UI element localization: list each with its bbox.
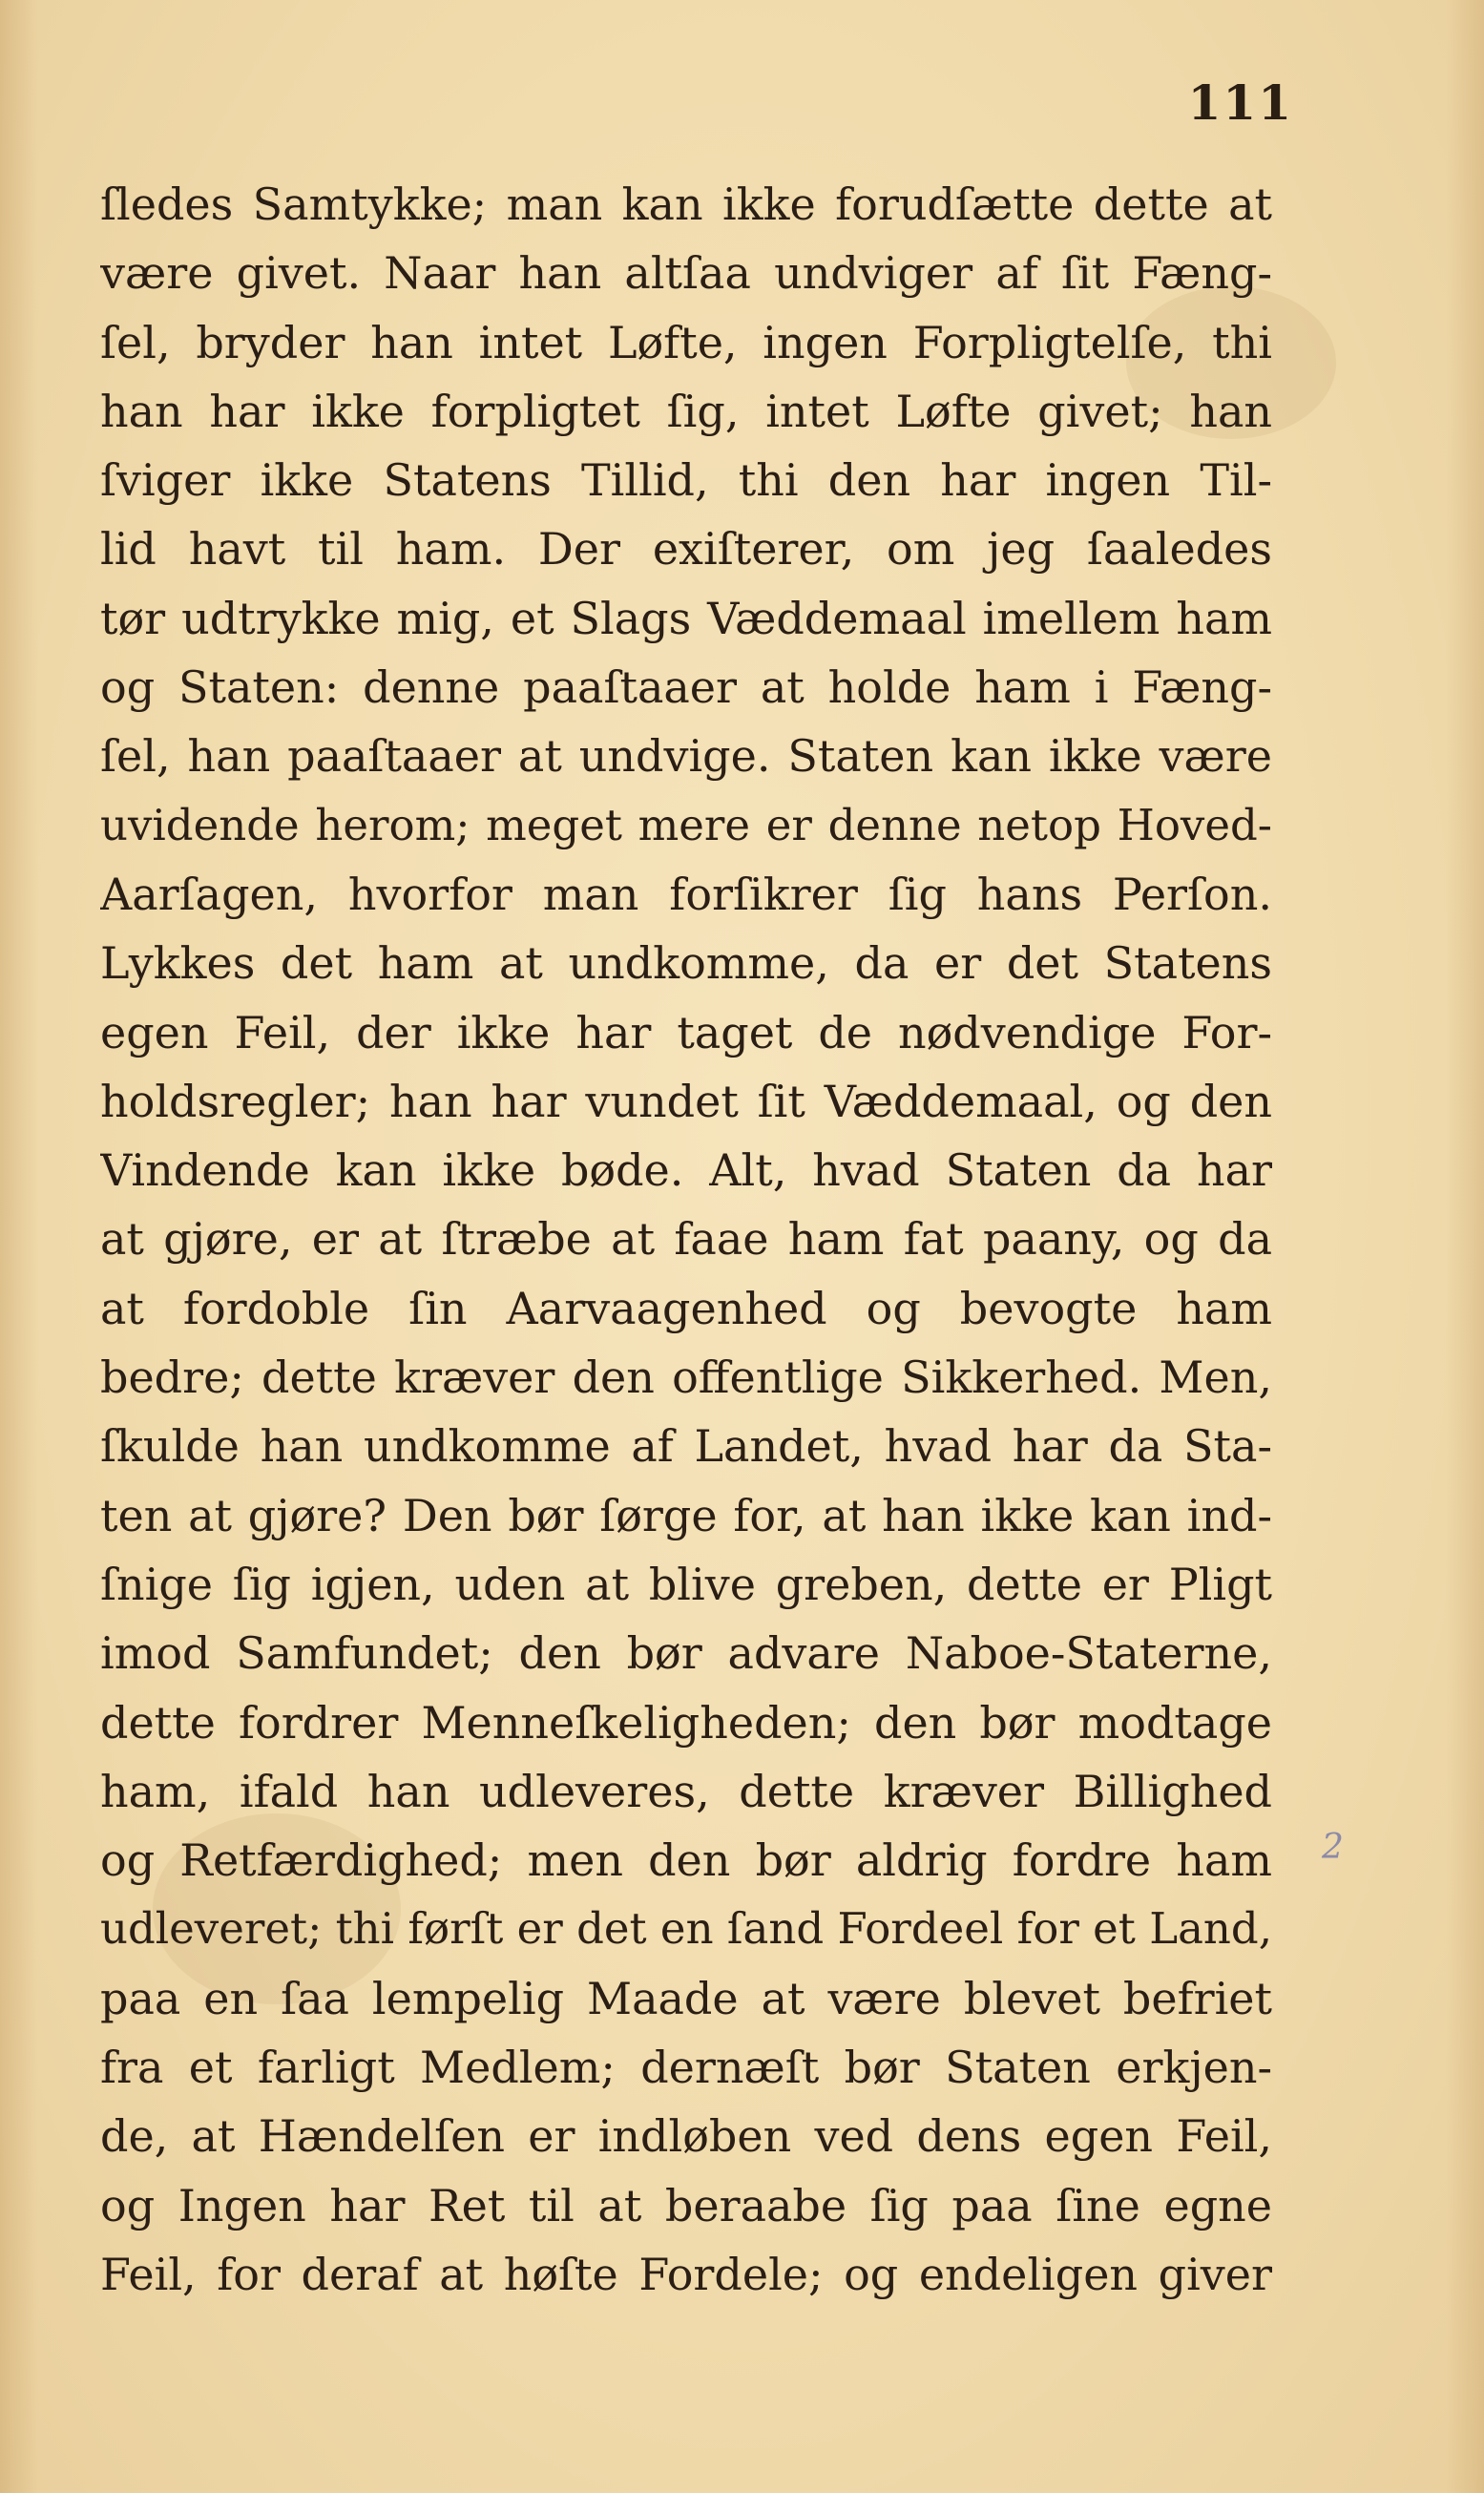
text-line: ſel, bryder han intet Løfte, ingen Forpligtelſe, thi (100, 316, 1272, 368)
text-line: og Staten: denne paaſtaaer at holde ham i Fæng- (100, 661, 1272, 714)
margin-pencil-mark: 2 (1322, 1828, 1344, 1867)
text-line: holdsregler; han har vundet ſit Væddemaal, og den (100, 1075, 1272, 1127)
text-line: dette fordrer Menneſkeligheden; den bør modtage (100, 1696, 1272, 1749)
page-shadow-right (1446, 0, 1484, 2493)
text-line: og Ingen har Ret til at beraabe ſig paa ſine egne (100, 2179, 1272, 2231)
text-line: paa en ſaa lempelig Maade at være blevet befriet (100, 1972, 1272, 2024)
text-line: ſel, han paaſtaaer at undvige. Staten kan ikke være (100, 730, 1272, 783)
text-line: Lykkes det ham at undkomme, da er det Statens (100, 937, 1272, 990)
text-line: tør udtrykke mig, et Slags Væddemaal imellem ham (100, 592, 1272, 644)
text-line: Feil, for deraf at høſte Fordele; og endeligen giver (100, 2248, 1272, 2300)
text-line: Vindende kan ikke bøde. Alt, hvad Staten da har (100, 1144, 1272, 1197)
text-line: ſledes Samtykke; man kan ikke forudſætte dette at (100, 178, 1272, 230)
text-line: ten at gjøre? Den bør ſørge for, at han ikke kan ind- (100, 1489, 1272, 1541)
text-line: bedre; dette kræver den offentlige Sikkerhed. Men, (100, 1351, 1272, 1404)
text-line: Aarſagen, hvorfor man forſikrer ſig hans Perſon. (100, 868, 1272, 920)
page-number: 111 (1187, 74, 1293, 131)
body-text (100, 170, 1272, 2309)
text-line: være givet. Naar han altſaa undviger af ſit Fæng- (100, 247, 1272, 300)
text-line: egen Feil, der ikke har taget de nødvendige For- (100, 1006, 1272, 1058)
text-line: ham, ifald han udleveres, dette kræver Billighed (100, 1765, 1272, 1817)
text-line: imod Samfundet; den bør advare Naboe-Staterne, (100, 1627, 1272, 1680)
text-line: og Retfærdighed; men den bør aldrig fordre ham (100, 1834, 1272, 1887)
page-shadow-left (0, 0, 38, 2493)
text-line: fra et farligt Medlem; dernæſt bør Staten erkjen- (100, 2042, 1272, 2094)
text-line: uvidende herom; meget mere er denne netop Hoved- (100, 799, 1272, 850)
text-line: lid havt til ham. Der exiſterer, om jeg ſaaledes (100, 523, 1272, 576)
text-line: ſkulde han undkomme af Landet, hvad har da Sta- (100, 1420, 1272, 1473)
text-line: at fordoble ſin Aarvaagenhed og bevogte ham (100, 1282, 1272, 1334)
text-line: de, at Hændelſen er indløben ved dens egen Feil, (100, 2110, 1272, 2163)
text-line: ſnige ſig igjen, uden at blive greben, dette er Pligt (100, 1558, 1272, 1610)
text-line: han har ikke forpligtet ſig, intet Løfte givet; han (100, 385, 1272, 437)
text-line: ſviger ikke Statens Tillid, thi den har ingen Til- (100, 454, 1272, 507)
text-line: at gjøre, er at ſtræbe at faae ham fat paany, og da (100, 1213, 1272, 1266)
text-line: udleveret; thi førſt er det en ſand Fordeel for et Land, (100, 1903, 1272, 1955)
